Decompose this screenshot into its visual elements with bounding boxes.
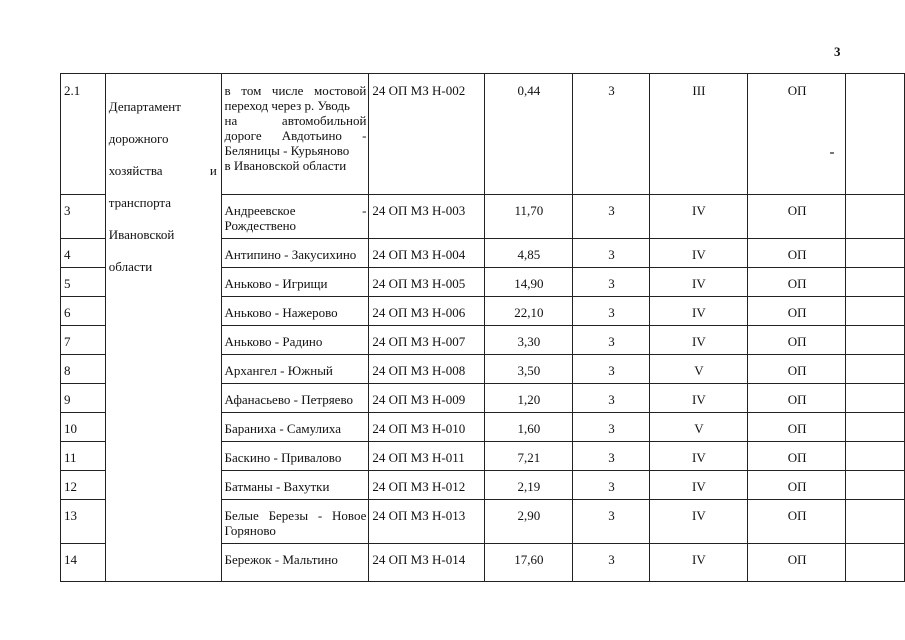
road-name: Аньково - Нажерово [221, 297, 369, 326]
road-class: IV [649, 500, 747, 544]
empty-cell [846, 239, 905, 268]
road-length: 3,30 [484, 326, 572, 355]
organization-line: Ивановской [108, 227, 175, 242]
road-length: 11,70 [484, 195, 572, 239]
organization-line: дорожного [108, 131, 169, 146]
road-type: ОП [747, 326, 846, 355]
row-number: 10 [61, 413, 106, 442]
road-length: 2,19 [484, 471, 572, 500]
road-category: 3 [573, 326, 650, 355]
road-type: ОП [747, 355, 846, 384]
road-name: Архангел - Южный [221, 355, 369, 384]
row-number: 4 [61, 239, 106, 268]
road-category: 3 [573, 297, 650, 326]
road-line: Андреевское - [224, 203, 367, 218]
organization-cell [105, 74, 221, 582]
empty-cell [846, 268, 905, 297]
road-line: Горяново [224, 523, 276, 538]
row-number: 3 [61, 195, 106, 239]
road-line: на автомобильной [224, 113, 367, 128]
road-name: Бараниха - Самулиха [221, 413, 369, 442]
road-class: IV [649, 471, 747, 500]
roads-table-body [61, 74, 905, 582]
road-name [221, 195, 369, 239]
empty-cell [846, 326, 905, 355]
row-number: 5 [61, 268, 106, 297]
empty-cell [846, 442, 905, 471]
row-number: 6 [61, 297, 106, 326]
organization-line: хозяйства [108, 163, 163, 178]
road-name: Антипино - Закусихино [221, 239, 369, 268]
road-code: 24 ОП МЗ Н-007 [369, 326, 484, 355]
road-category: 3 [573, 500, 650, 544]
road-type: ОП [747, 413, 846, 442]
road-line: дороге Авдотьино - [224, 128, 367, 143]
road-type: ОП [747, 74, 846, 195]
road-code: 24 ОП МЗ Н-005 [369, 268, 484, 297]
organization-line: и [209, 163, 217, 178]
organization-line: области [108, 259, 153, 274]
organization-line: транспорта [108, 195, 172, 210]
road-category: 3 [573, 442, 650, 471]
road-length: 7,21 [484, 442, 572, 471]
road-class: V [649, 355, 747, 384]
road-category: 3 [573, 74, 650, 195]
row-number: 13 [61, 500, 106, 544]
road-category: 3 [573, 413, 650, 442]
road-type: ОП [747, 268, 846, 297]
road-type: ОП [747, 384, 846, 413]
road-line: Беляницы - Курьяново [224, 143, 350, 158]
road-name: Батманы - Вахутки [221, 471, 369, 500]
road-category: 3 [573, 355, 650, 384]
road-category: 3 [573, 239, 650, 268]
row-number: 2.1 [61, 74, 106, 195]
empty-cell [846, 500, 905, 544]
roads-table [60, 73, 905, 582]
road-category: 3 [573, 195, 650, 239]
road-category: 3 [573, 384, 650, 413]
organization-line: Департамент [108, 99, 181, 114]
road-code: 24 ОП МЗ Н-004 [369, 239, 484, 268]
empty-cell [846, 384, 905, 413]
road-type: ОП [747, 239, 846, 268]
road-code: 24 ОП МЗ Н-008 [369, 355, 484, 384]
road-code: 24 ОП МЗ Н-002 [369, 74, 484, 195]
road-class: IV [649, 297, 747, 326]
road-class: III [649, 74, 747, 195]
road-line: Белые Березы - Новое [224, 508, 367, 523]
road-type: ОП [747, 471, 846, 500]
road-length: 22,10 [484, 297, 572, 326]
empty-cell [846, 297, 905, 326]
road-name: Аньково - Игрищи [221, 268, 369, 297]
road-category: 3 [573, 544, 650, 582]
road-length: 17,60 [484, 544, 572, 582]
road-class: IV [649, 442, 747, 471]
organization-line-group [109, 163, 217, 179]
road-line: переход через р. Уводь [224, 98, 350, 113]
road-class: V [649, 413, 747, 442]
empty-cell [846, 413, 905, 442]
road-category: 3 [573, 268, 650, 297]
road-code: 24 ОП МЗ Н-014 [369, 544, 484, 582]
road-type: ОП [747, 195, 846, 239]
road-line: в том числе мостовой [224, 83, 367, 98]
road-type: ОП [747, 442, 846, 471]
road-length: 3,50 [484, 355, 572, 384]
road-class: IV [649, 268, 747, 297]
road-length: 2,90 [484, 500, 572, 544]
empty-cell [846, 355, 905, 384]
road-name [221, 74, 369, 195]
row-number: 7 [61, 326, 106, 355]
road-name: Бережок - Мальтино [221, 544, 369, 582]
row-number: 9 [61, 384, 106, 413]
road-code: 24 ОП МЗ Н-011 [369, 442, 484, 471]
road-type: ОП [747, 297, 846, 326]
road-name: Баскино - Привалово [221, 442, 369, 471]
table-row [61, 74, 905, 195]
road-length: 4,85 [484, 239, 572, 268]
road-class: IV [649, 326, 747, 355]
road-code: 24 ОП МЗ Н-009 [369, 384, 484, 413]
road-class: IV [649, 544, 747, 582]
road-length: 1,60 [484, 413, 572, 442]
road-code: 24 ОП МЗ Н-013 [369, 500, 484, 544]
road-line: Рождествено [224, 218, 297, 233]
empty-cell [846, 195, 905, 239]
organization-name [109, 83, 217, 275]
row-number: 8 [61, 355, 106, 384]
empty-cell [846, 74, 905, 195]
road-class: IV [649, 195, 747, 239]
road-category: 3 [573, 471, 650, 500]
row-number: 12 [61, 471, 106, 500]
row-number: 11 [61, 442, 106, 471]
road-class: IV [649, 239, 747, 268]
road-type: ОП [747, 500, 846, 544]
page-number: 3 [834, 44, 841, 59]
road-class: IV [649, 384, 747, 413]
road-code: 24 ОП МЗ Н-012 [369, 471, 484, 500]
empty-cell [846, 544, 905, 582]
road-length: 1,20 [484, 384, 572, 413]
road-code: 24 ОП МЗ Н-003 [369, 195, 484, 239]
road-type: ОП [747, 544, 846, 582]
road-length: 14,90 [484, 268, 572, 297]
road-name [221, 500, 369, 544]
road-line: в Ивановской области [224, 158, 347, 173]
road-length: 0,44 [484, 74, 572, 195]
road-name: Аньково - Радино [221, 326, 369, 355]
empty-cell [846, 471, 905, 500]
row-number: 14 [61, 544, 106, 582]
road-name: Афанасьево - Петряево [221, 384, 369, 413]
road-code: 24 ОП МЗ Н-006 [369, 297, 484, 326]
road-code: 24 ОП МЗ Н-010 [369, 413, 484, 442]
